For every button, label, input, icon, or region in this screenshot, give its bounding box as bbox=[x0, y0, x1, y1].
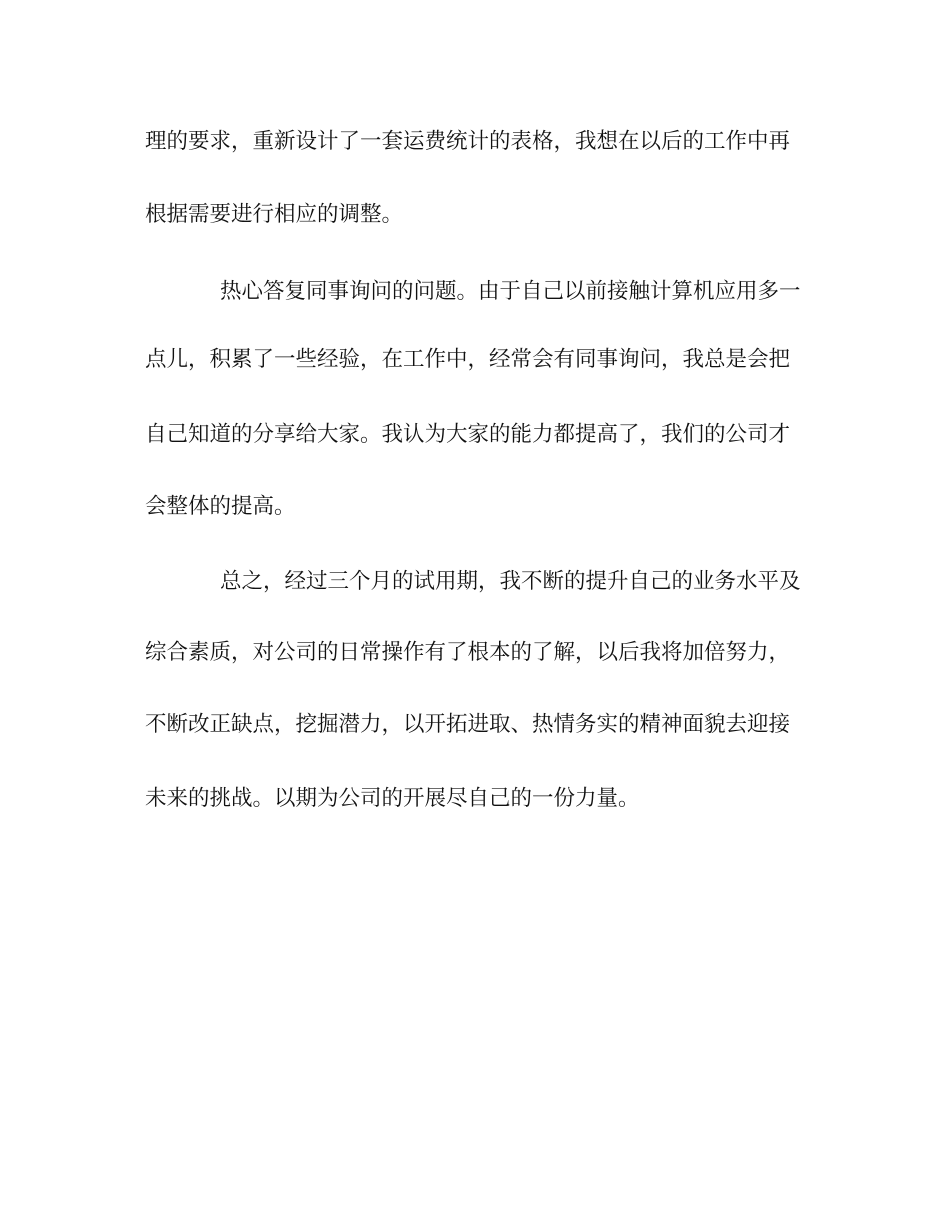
paragraph-line: 未来的挑战。以期为公司的开展尽自己的一份力量。 bbox=[145, 786, 640, 811]
paragraph-line: 不断改正缺点，挖掘潜力，以开拓进取、热情务实的精神面貌去迎接 bbox=[145, 712, 791, 737]
paragraph-line: 综合素质，对公司的日常操作有了根本的了解，以后我将加倍努力， bbox=[145, 640, 791, 665]
paragraph-line: 自己知道的分享给大家。我认为大家的能力都提高了，我们的公司才 bbox=[145, 422, 791, 447]
paragraph-line: 会整体的提高。 bbox=[145, 494, 296, 519]
paragraph-line: 根据需要进行相应的调整。 bbox=[145, 202, 404, 227]
paragraph-line: 热心答复同事询问的问题。由于自己以前接触计算机应用多一 bbox=[220, 279, 801, 304]
paragraph-line: 理的要求，重新设计了一套运费统计的表格，我想在以后的工作中再 bbox=[145, 129, 791, 154]
paragraph-line: 总之，经过三个月的试用期，我不断的提升自己的业务水平及 bbox=[220, 569, 801, 594]
paragraph-line: 点儿，积累了一些经验，在工作中，经常会有同事询问，我总是会把 bbox=[145, 347, 791, 372]
